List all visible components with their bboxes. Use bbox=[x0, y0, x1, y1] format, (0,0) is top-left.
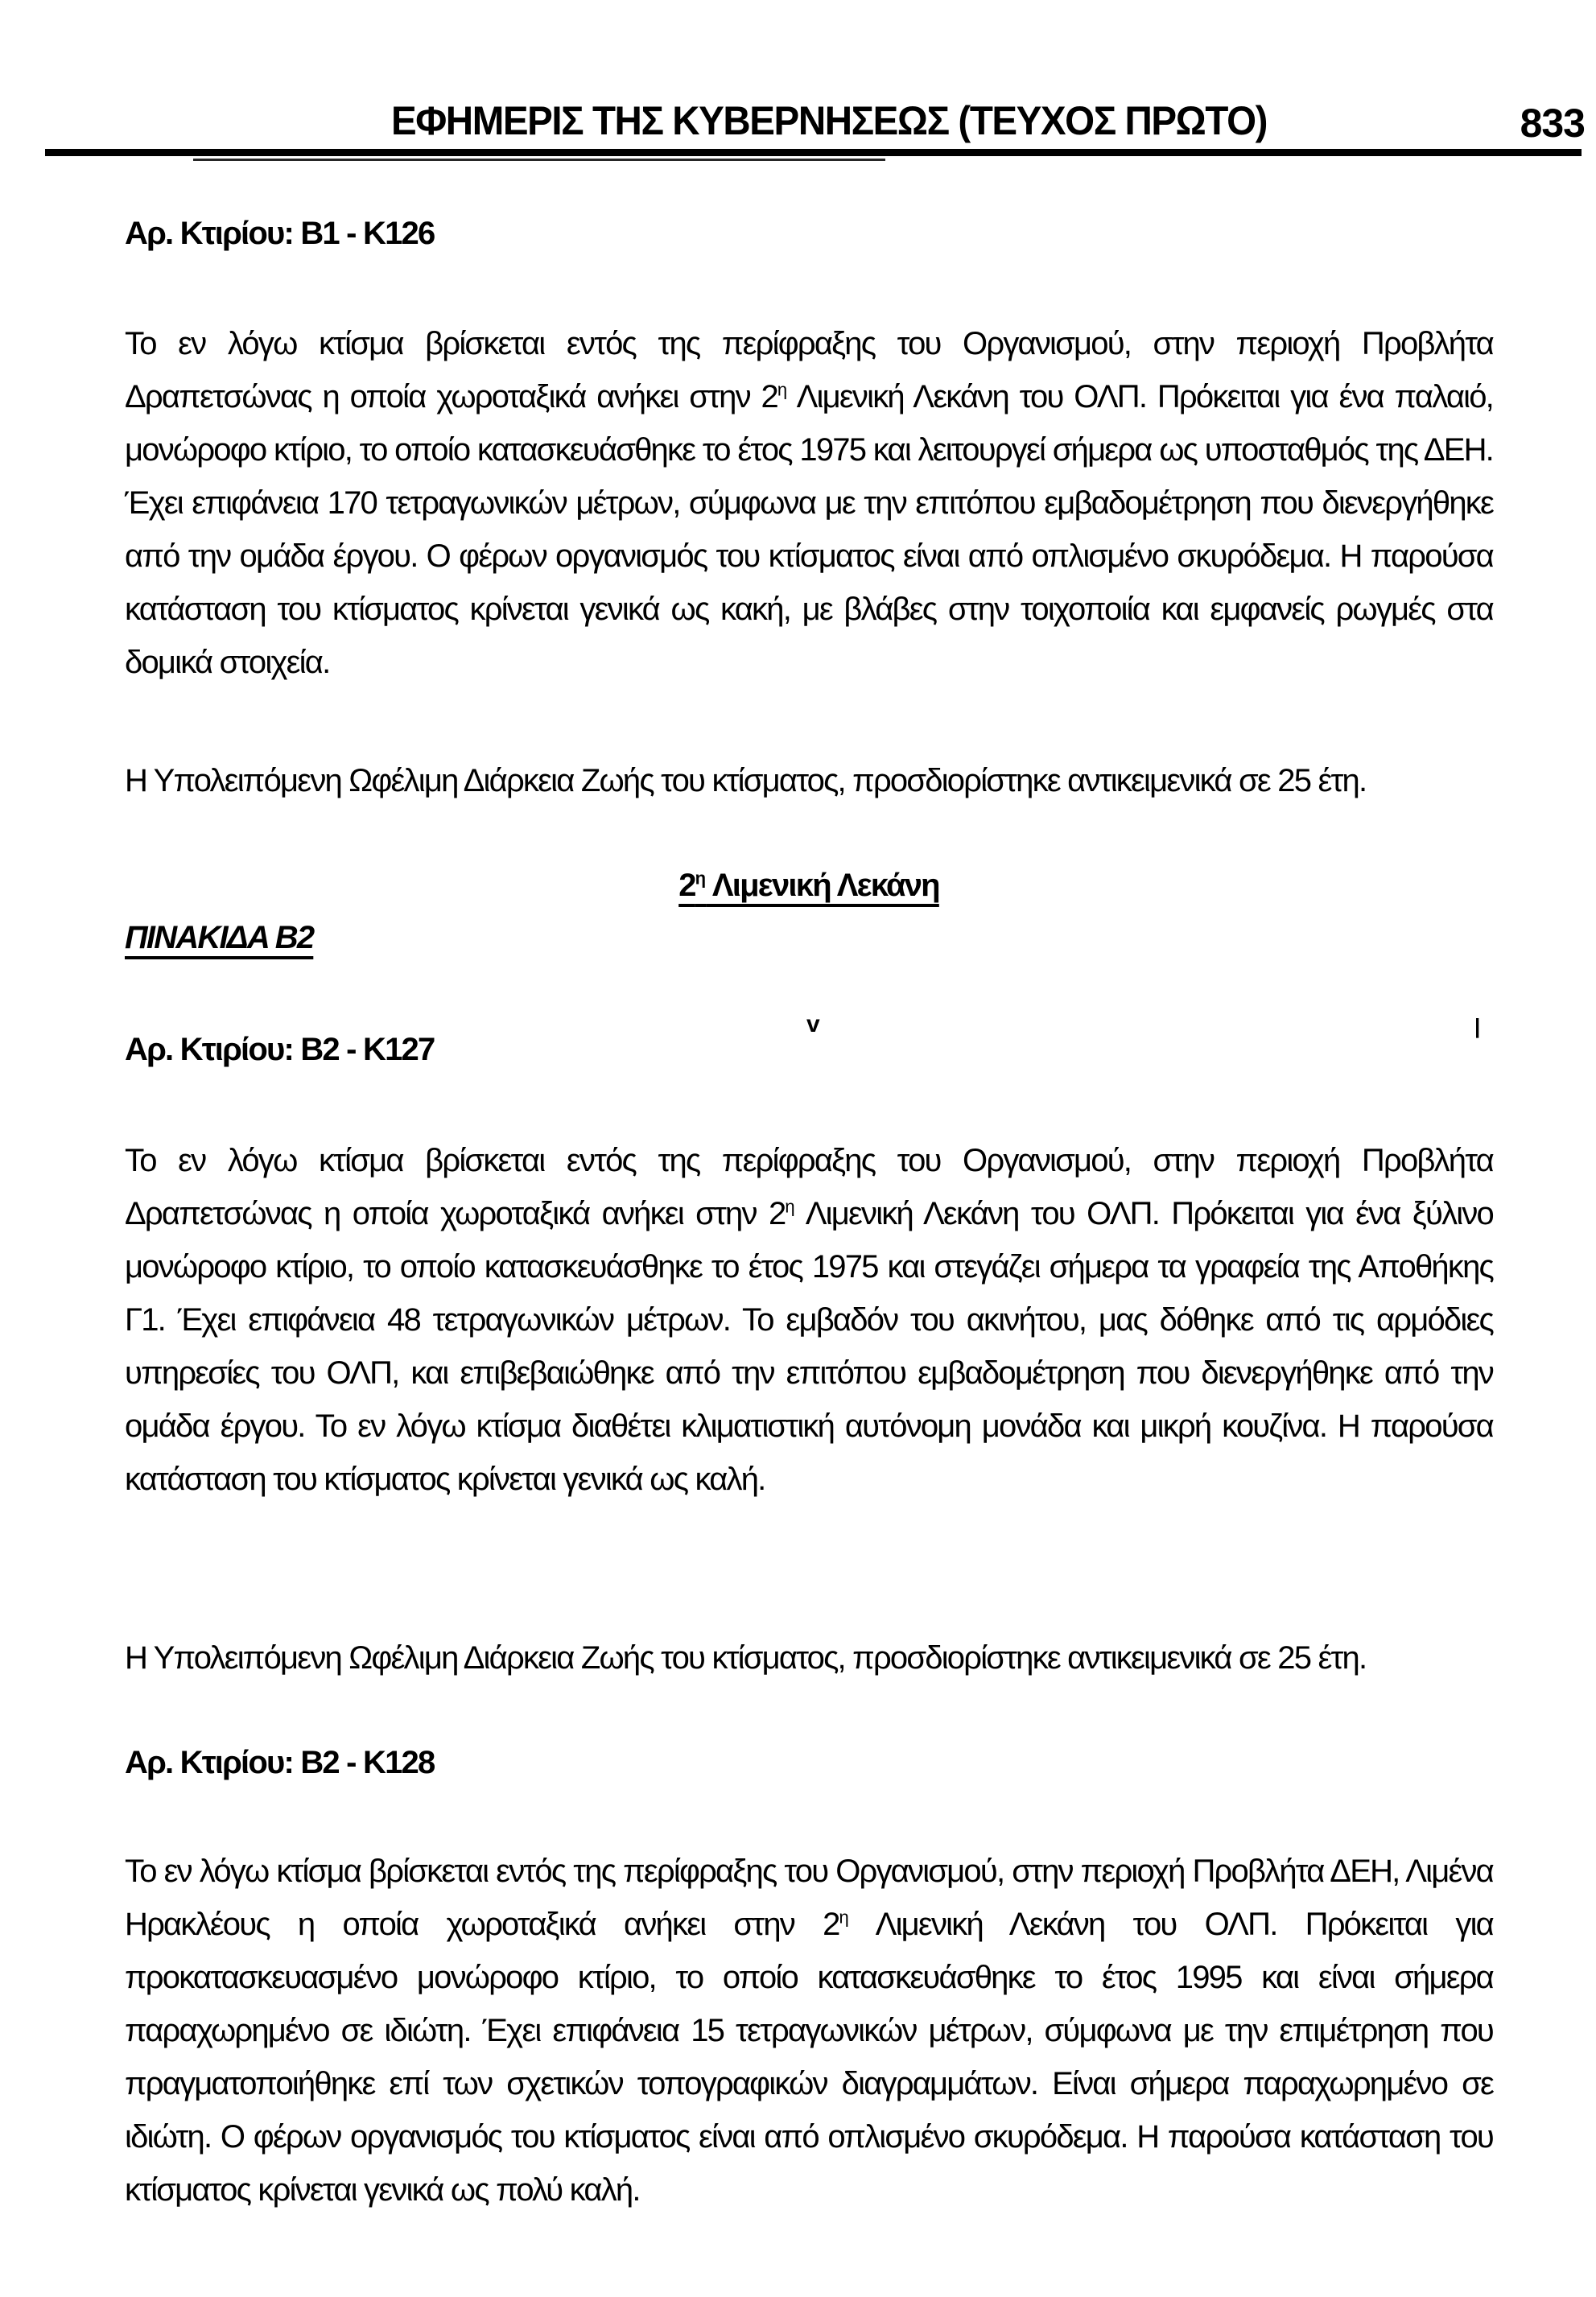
building-id-label-b2-k127: Αρ. Κτιρίου: Β2 - Κ127 bbox=[125, 1032, 435, 1067]
page-number: 833 bbox=[1520, 101, 1585, 146]
building-description-b2-k128: Το εν λόγω κτίσμα βρίσκεται εντός της περίφραξης του Οργανισμού, στην περιοχή Προβλήτα ΔΕΗ, Λιμένα Ηρακλέους η οποία χωροταξικά ανήκει στην $2^\eta$ Λιμενική Λεκάνη του ΟΛΠ. Πρόκειται για προκατασκευασμένο μονώροφο κτίριο, το οποίο κατασκευάσθηκε το έτος 1995 και είναι σήμερα παραχωρημένο σε ιδιώτη. Έχει επιφάνεια 15 τετραγωνικών μέτρων, σύμφωνα με την επιμέτρηση που πραγματοποιήθηκε επί των σχετικών τοπογραφικών διαγραμμάτων. Είναι σήμερα παραχωρημένο σε ιδιώτη. Ο φέρων οργανισμός του κτίσματος είναι από οπλισμένο σκυρόδεμα. Η παρούσα κατάσταση του κτίσματος κρίνεται γενικά ως πολύ καλή. bbox=[125, 1854, 1493, 2208]
section-heading-2nd-port-basin: $2^\eta$ Λιμενική Λεκάνη bbox=[678, 868, 939, 903]
building-id-label-b1-k126: Αρ. Κτιρίου: Β1 - Κ126 bbox=[125, 216, 435, 251]
header-divider-echo bbox=[193, 159, 885, 161]
stray-tick-mark: | bbox=[1474, 1014, 1481, 1038]
remaining-life-note-b2-k127: Η Υπολειπόμενη Ωφέλιμη Διάρκεια Ζωής του κτίσματος, προσδιορίστηκε αντικειμενικά σε 25 έτη. bbox=[125, 1640, 1367, 1676]
remaining-life-note-b1-k126: Η Υπολειπόμενη Ωφέλιμη Διάρκεια Ζωής του κτίσματος, προσδιορίστηκε αντικειμενικά σε 25 έτη. bbox=[125, 763, 1367, 798]
building-description-b1-k126: Το εν λόγω κτίσμα βρίσκεται εντός της περίφραξης του Οργανισμού, στην περιοχή Προβλήτα Δραπετσώνας η οποία χωροταξικά ανήκει στην $2^\eta$ Λιμενική Λεκάνη του ΟΛΠ. Πρόκειται για ένα παλαιό, μονώροφο κτίριο, το οποίο κατασκευάσθηκε το έτος 1975 και λειτουργεί σήμερα ως υποσταθμός της ΔΕΗ. Έχει επιφάνεια 170 τετραγωνικών μέτρων, σύμφωνα με την επιτόπου εμβαδομέτρηση που διενεργήθηκε από την ομάδα έργου. Ο φέρων οργανισμός του κτίσματος είναι από οπλισμένο σκυρόδεμα. Η παρούσα κατάσταση του κτίσματος κρίνεται γενικά ως κακή, με βλάβες στην τοιχοποιία και εμφανείς ρωγμές στα δομικά στοιχεία. bbox=[125, 326, 1493, 680]
page-header-title: ΕΦΗΜΕΡΙΣ ΤΗΣ ΚΥΒΕΡΝΗΣΕΩΣ (ΤΕΥΧΟΣ ΠΡΩΤΟ) bbox=[390, 98, 1267, 143]
building-id-label-b2-k128: Αρ. Κτιρίου: Β2 - Κ128 bbox=[125, 1745, 435, 1780]
stray-check-mark: v bbox=[806, 1011, 820, 1037]
building-description-b2-k127: Το εν λόγω κτίσμα βρίσκεται εντός της περίφραξης του Οργανισμού, στην περιοχή Προβλήτα Δραπετσώνας η οποία χωροταξικά ανήκει στην $2^\eta$ Λιμενική Λεκάνη του ΟΛΠ. Πρόκειται για ένα ξύλινο μονώροφο κτίριο, το οποίο κατασκευάσθηκε το έτος 1975 και στεγάζει σήμερα τα γραφεία της Αποθήκης Γ1. Έχει επιφάνεια 48 τετραγωνικών μέτρων. Το εμβαδόν του ακινήτου, μας δόθηκε από τις αρμόδιες υπηρεσίες του ΟΛΠ, και επιβεβαιώθηκε από την επιτόπου εμβαδομέτρηση που διενεργήθηκε από την ομάδα έργου. Το εν λόγω κτίσμα διαθέτει κλιματιστική αυτόνομη μονάδα και μικρή κουζίνα. Η παρούσα κατάσταση του κτίσματος κρίνεται γενικά ως καλή. bbox=[125, 1143, 1493, 1497]
plate-label-b2: ΠΙΝΑΚΙΔΑ Β2 bbox=[125, 920, 314, 955]
header-divider bbox=[45, 149, 1582, 156]
